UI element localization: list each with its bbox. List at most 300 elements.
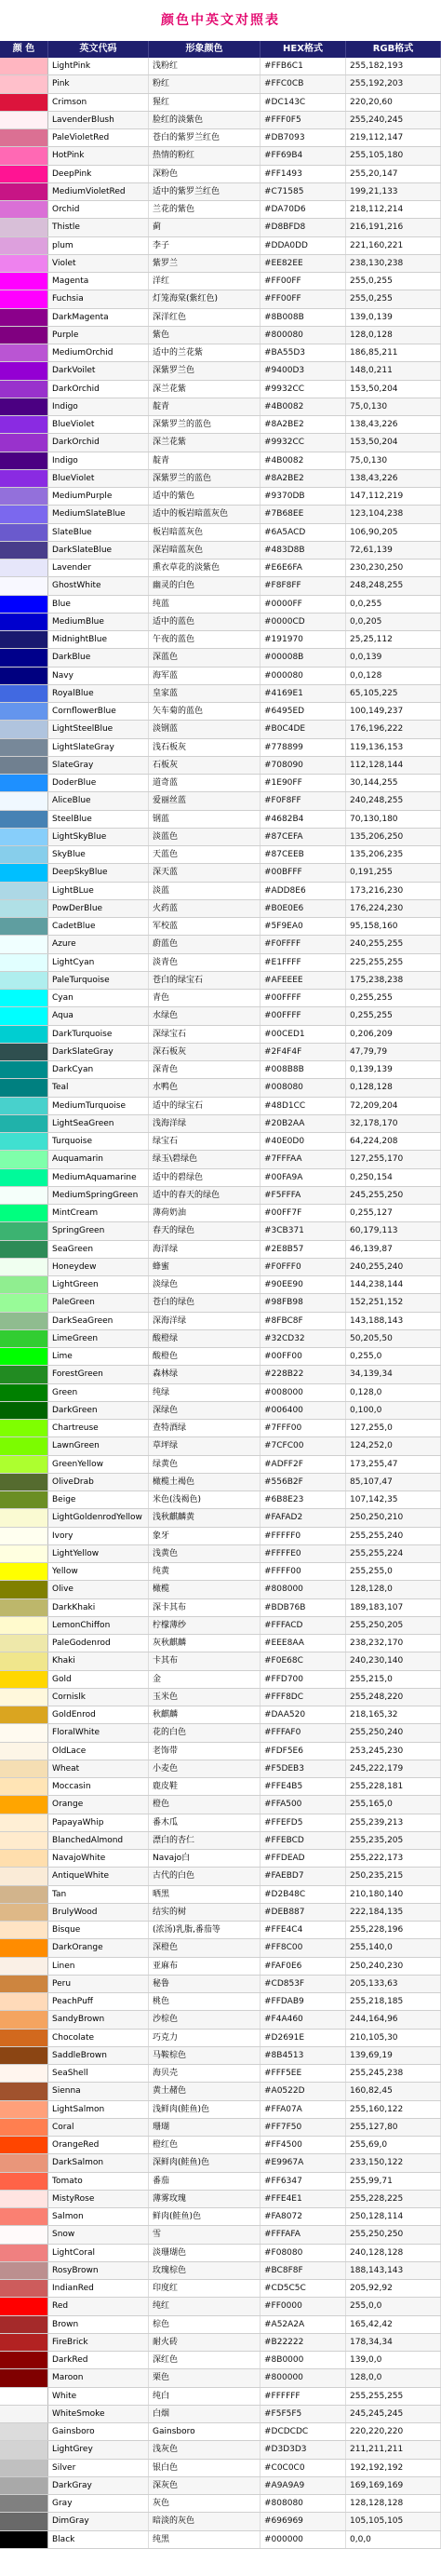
rgb-value: 127,255,0	[346, 1420, 441, 1436]
color-swatch	[0, 1061, 48, 1078]
color-swatch	[0, 1313, 48, 1329]
color-swatch	[0, 1743, 48, 1760]
hex-code: #483D8B	[261, 542, 346, 559]
table-row	[0, 1026, 441, 1044]
hex-code: #C71585	[261, 183, 346, 200]
english-code: DarkVoilet	[48, 362, 149, 379]
english-code: Indigo	[48, 452, 149, 469]
chinese-name: 适中的绿宝石	[149, 1098, 261, 1114]
english-code: DarkRed	[48, 2352, 149, 2368]
table-row	[0, 1528, 441, 1545]
english-code: BrulyWood	[48, 1904, 149, 1921]
english-code: Cornislk	[48, 1689, 149, 1706]
chinese-name: 薄荷奶油	[149, 1205, 261, 1221]
hex-code: #FFFAF0	[261, 1724, 346, 1741]
english-code: Moccasin	[48, 1778, 149, 1795]
rgb-value: 135,206,250	[346, 829, 441, 845]
chinese-name: (浓汤)乳脂,番茄等	[149, 1922, 261, 1938]
color-swatch	[0, 1187, 48, 1204]
chinese-name: 深天蓝	[149, 864, 261, 881]
hex-code: #9400D3	[261, 362, 346, 379]
rgb-value: 211,211,211	[346, 2441, 441, 2458]
table-row	[0, 1205, 441, 1222]
table-row	[0, 2226, 441, 2244]
table-row	[0, 58, 441, 75]
rgb-value: 255,99,71	[346, 2173, 441, 2190]
english-code: SeaShell	[48, 2065, 149, 2082]
hex-code: #EE82EE	[261, 255, 346, 272]
chinese-name: 浅黄色	[149, 1545, 261, 1562]
hex-code: #00FA9A	[261, 1169, 346, 1186]
chinese-name: 耐火砖	[149, 2334, 261, 2351]
table-row	[0, 811, 441, 829]
color-swatch	[0, 2423, 48, 2440]
rgb-value: 0,128,0	[346, 1384, 441, 1401]
chinese-name: 灰秋麒麟	[149, 1635, 261, 1652]
table-row	[0, 488, 441, 506]
hex-code: #B0E0E6	[261, 900, 346, 917]
hex-code: #00008B	[261, 649, 346, 666]
hex-code: #D8BFD8	[261, 219, 346, 236]
color-swatch	[0, 1922, 48, 1938]
hex-code: #FFFAFA	[261, 2226, 346, 2243]
chinese-name: 板岩暗蓝灰色	[149, 524, 261, 541]
color-swatch	[0, 94, 48, 111]
table-row	[0, 2388, 441, 2406]
hex-code: #FFEFD5	[261, 1814, 346, 1831]
color-swatch	[0, 183, 48, 200]
english-code: Teal	[48, 1079, 149, 1096]
table-row	[0, 1366, 441, 1383]
rgb-value: 210,180,140	[346, 1886, 441, 1903]
table-row	[0, 1348, 441, 1366]
table-row	[0, 1671, 441, 1689]
table-row	[0, 506, 441, 523]
hex-code: #9932CC	[261, 381, 346, 398]
english-code: FireBrick	[48, 2334, 149, 2351]
hex-code: #FAEBD7	[261, 1868, 346, 1884]
hex-code: #FFE4C4	[261, 1922, 346, 1938]
english-code: Pink	[48, 75, 149, 92]
english-code: PaleVioletRed	[48, 129, 149, 146]
table-row	[0, 2316, 441, 2334]
chinese-name: 军校蓝	[149, 918, 261, 935]
chinese-name: 淡钢蓝	[149, 721, 261, 737]
color-swatch	[0, 560, 48, 576]
english-code: LightSteelBlue	[48, 721, 149, 737]
english-code: Cyan	[48, 990, 149, 1006]
rgb-value: 255,239,213	[346, 1814, 441, 1831]
rgb-value: 176,196,222	[346, 721, 441, 737]
hex-code: #FFC0CB	[261, 75, 346, 92]
rgb-value: 152,251,152	[346, 1294, 441, 1311]
english-code: MediumSpringGreen	[48, 1187, 149, 1204]
color-swatch	[0, 2137, 48, 2153]
hex-code: #00FFFF	[261, 1007, 346, 1024]
hex-code: #CD5C5C	[261, 2280, 346, 2297]
color-swatch	[0, 1259, 48, 1275]
english-code: Sienna	[48, 2083, 149, 2099]
english-code: Ivory	[48, 1528, 149, 1544]
table-row	[0, 1743, 441, 1760]
hex-code: #2E8B57	[261, 1241, 346, 1258]
color-swatch	[0, 1796, 48, 1813]
rgb-value: 238,232,170	[346, 1635, 441, 1652]
table-row	[0, 846, 441, 864]
color-swatch	[0, 237, 48, 254]
color-swatch	[0, 2245, 48, 2261]
hex-code: #778899	[261, 739, 346, 756]
hex-code: #ADD8E6	[261, 883, 346, 899]
color-swatch	[0, 2083, 48, 2099]
english-code: SpringGreen	[48, 1222, 149, 1239]
chinese-name: 米色(浅褐色)	[149, 1491, 261, 1508]
table-row	[0, 309, 441, 327]
hex-code: #2F4F4F	[261, 1044, 346, 1060]
table-row	[0, 1850, 441, 1868]
table-row	[0, 166, 441, 183]
color-swatch	[0, 864, 48, 881]
chinese-name: 深鲜肉(鲑鱼)色	[149, 2154, 261, 2171]
chinese-name: 苍白的绿色	[149, 1294, 261, 1311]
english-code: LightSkyBlue	[48, 829, 149, 845]
table-row	[0, 631, 441, 649]
table-row	[0, 900, 441, 918]
color-swatch	[0, 362, 48, 379]
header-chinese-name: 形象颜色	[149, 41, 261, 58]
hex-code: #FFA07A	[261, 2101, 346, 2118]
english-code: BlanchedAlmond	[48, 1832, 149, 1849]
hex-code: #FAFAD2	[261, 1509, 346, 1526]
hex-code: #6495ED	[261, 703, 346, 720]
rgb-value: 255,250,240	[346, 1724, 441, 1741]
rgb-value: 222,184,135	[346, 1904, 441, 1921]
color-swatch	[0, 1652, 48, 1669]
rgb-value: 70,130,180	[346, 811, 441, 828]
english-code: Gray	[48, 2495, 149, 2512]
color-swatch	[0, 1222, 48, 1239]
table-row	[0, 1079, 441, 1097]
rgb-value: 64,224,208	[346, 1133, 441, 1150]
hex-code: #D2691E	[261, 2030, 346, 2046]
chinese-name: 蓟	[149, 219, 261, 236]
color-swatch	[0, 2388, 48, 2405]
english-code: Crimson	[48, 94, 149, 111]
color-swatch	[0, 129, 48, 146]
chinese-name: 金	[149, 1671, 261, 1688]
english-code: Aqua	[48, 1007, 149, 1024]
rgb-value: 199,21,133	[346, 183, 441, 200]
color-swatch	[0, 577, 48, 594]
chinese-name: 深兰花紫	[149, 434, 261, 451]
hex-code: #BA55D3	[261, 344, 346, 361]
english-code: GhostWhite	[48, 577, 149, 594]
hex-code: #FA8072	[261, 2208, 346, 2225]
table-row	[0, 2119, 441, 2137]
color-swatch	[0, 1402, 48, 1419]
rgb-value: 72,209,204	[346, 1098, 441, 1114]
english-code: ForestGreen	[48, 1366, 149, 1382]
english-code: FloralWhite	[48, 1724, 149, 1741]
hex-code: #A0522D	[261, 2083, 346, 2099]
hex-code: #FFFF00	[261, 1563, 346, 1580]
chinese-name: 蜂蜜	[149, 1259, 261, 1275]
table-row	[0, 1222, 441, 1240]
chinese-name: 浅秋麒麟黄	[149, 1509, 261, 1526]
color-swatch	[0, 685, 48, 702]
rgb-value: 160,82,45	[346, 2083, 441, 2099]
chinese-name: 深紫罗兰色	[149, 362, 261, 379]
color-swatch	[0, 1133, 48, 1150]
english-code: Maroon	[48, 2369, 149, 2386]
english-code: Wheat	[48, 1760, 149, 1777]
chinese-name: 橙色	[149, 1796, 261, 1813]
hex-code: #DC143C	[261, 94, 346, 111]
color-swatch	[0, 1617, 48, 1634]
english-code: LightSalmon	[48, 2101, 149, 2118]
rgb-value: 255,240,245	[346, 112, 441, 128]
hex-code: #FF00FF	[261, 273, 346, 290]
table-row	[0, 1098, 441, 1115]
english-code: Turquoise	[48, 1133, 149, 1150]
color-swatch	[0, 255, 48, 272]
rgb-value: 225,255,255	[346, 954, 441, 971]
rgb-value: 205,92,92	[346, 2280, 441, 2297]
english-code: Olive	[48, 1581, 149, 1598]
color-swatch	[0, 811, 48, 828]
table-row	[0, 1689, 441, 1706]
table-row	[0, 1922, 441, 1939]
english-code: Tomato	[48, 2173, 149, 2190]
rgb-value: 245,245,245	[346, 2406, 441, 2422]
hex-code: #48D1CC	[261, 1098, 346, 1114]
hex-code: #8A2BE2	[261, 470, 346, 487]
rgb-value: 250,240,230	[346, 1958, 441, 1975]
chinese-name: 小麦色	[149, 1760, 261, 1777]
color-swatch	[0, 309, 48, 326]
color-swatch	[0, 990, 48, 1006]
color-swatch	[0, 2406, 48, 2422]
hex-code: #FF69B4	[261, 147, 346, 164]
hex-code: #000080	[261, 668, 346, 684]
chinese-name: 酸橙色	[149, 1348, 261, 1365]
english-code: Bisque	[48, 1922, 149, 1938]
english-code: Khaki	[48, 1652, 149, 1669]
color-swatch	[0, 219, 48, 236]
english-code: MidnightBlue	[48, 631, 149, 648]
chinese-name: 纯绿	[149, 1384, 261, 1401]
table-row	[0, 1617, 441, 1635]
chinese-name: 深石板灰	[149, 1044, 261, 1060]
english-code: BlueViolet	[48, 470, 149, 487]
color-swatch	[0, 1724, 48, 1741]
color-swatch	[0, 1491, 48, 1508]
hex-code: #FFA500	[261, 1796, 346, 1813]
table-row	[0, 649, 441, 667]
hex-code: #00CED1	[261, 1026, 346, 1043]
table-row	[0, 1420, 441, 1437]
chinese-name: 深红色	[149, 2352, 261, 2368]
rgb-value: 47,79,79	[346, 1044, 441, 1060]
rgb-value: 250,235,215	[346, 1868, 441, 1884]
hex-code: #87CEEB	[261, 846, 346, 863]
table-row	[0, 2083, 441, 2100]
hex-code: #F5F5F5	[261, 2406, 346, 2422]
hex-code: #BDB76B	[261, 1599, 346, 1616]
hex-code: #8B0000	[261, 2352, 346, 2368]
english-code: DarkOrchid	[48, 381, 149, 398]
english-code: Yellow	[48, 1563, 149, 1580]
color-swatch	[0, 2441, 48, 2458]
rgb-value: 0,0,205	[346, 614, 441, 630]
rgb-value: 240,128,128	[346, 2245, 441, 2261]
color-swatch	[0, 2316, 48, 2333]
color-swatch	[0, 2119, 48, 2136]
color-swatch	[0, 1886, 48, 1903]
english-code: LightBLue	[48, 883, 149, 899]
hex-code: #228B22	[261, 1366, 346, 1382]
table-row	[0, 560, 441, 577]
table-row	[0, 2065, 441, 2083]
table-row	[0, 1904, 441, 1922]
color-swatch	[0, 1939, 48, 1956]
color-swatch	[0, 1366, 48, 1382]
hex-code: #4B0082	[261, 398, 346, 415]
table-row	[0, 452, 441, 470]
table-row	[0, 237, 441, 255]
hex-code: #7B68EE	[261, 506, 346, 522]
table-row	[0, 990, 441, 1007]
rgb-value: 25,25,112	[346, 631, 441, 648]
hex-code: #AFEEEE	[261, 972, 346, 989]
table-row	[0, 219, 441, 236]
english-code: CadetBlue	[48, 918, 149, 935]
hex-code: #DA70D6	[261, 201, 346, 218]
color-swatch	[0, 1850, 48, 1867]
color-swatch	[0, 1509, 48, 1526]
table-row	[0, 416, 441, 434]
rgb-value: 240,248,255	[346, 792, 441, 809]
rgb-value: 230,230,250	[346, 560, 441, 576]
rgb-value: 173,216,230	[346, 883, 441, 899]
rgb-value: 255,140,0	[346, 1939, 441, 1956]
chinese-name: 马鞍棕色	[149, 2047, 261, 2064]
hex-code: #F4A460	[261, 2011, 346, 2028]
english-code: DarkSalmon	[48, 2154, 149, 2171]
english-code: LightCyan	[48, 954, 149, 971]
color-swatch	[0, 1098, 48, 1114]
english-code: SteelBlue	[48, 811, 149, 828]
hex-code: #DEB887	[261, 1904, 346, 1921]
table-row	[0, 918, 441, 936]
chinese-name: 花的白色	[149, 1724, 261, 1741]
color-swatch	[0, 273, 48, 290]
table-row	[0, 2352, 441, 2369]
color-swatch	[0, 416, 48, 433]
chinese-name: 橄榄土褐色	[149, 1474, 261, 1490]
hex-code: #F0FFFF	[261, 936, 346, 952]
english-code: Navy	[48, 668, 149, 684]
chinese-name: 适中的紫色	[149, 488, 261, 505]
english-code: DarkTurquoise	[48, 1026, 149, 1043]
hex-code: #5F9EA0	[261, 918, 346, 935]
table-row	[0, 1778, 441, 1796]
english-code: Red	[48, 2298, 149, 2314]
chinese-name: 苍白的绿宝石	[149, 972, 261, 989]
rgb-value: 128,0,128	[346, 327, 441, 344]
rgb-value: 255,182,193	[346, 58, 441, 74]
color-swatch	[0, 75, 48, 92]
english-code: MediumPurple	[48, 488, 149, 505]
chinese-name: 石板灰	[149, 757, 261, 774]
chinese-name: 适中的兰花紫	[149, 344, 261, 361]
chinese-name: 雪	[149, 2226, 261, 2243]
chinese-name: 兰花的紫色	[149, 201, 261, 218]
table-row	[0, 1115, 441, 1133]
table-row	[0, 757, 441, 775]
chinese-name: 纯红	[149, 2298, 261, 2314]
table-row	[0, 362, 441, 380]
table-row	[0, 2137, 441, 2154]
rgb-value: 34,139,34	[346, 1366, 441, 1382]
english-code: MediumSlateBlue	[48, 506, 149, 522]
chinese-name: 秋麒麟	[149, 1706, 261, 1723]
english-code: Snow	[48, 2226, 149, 2243]
chinese-name: 酸橙绿	[149, 1330, 261, 1347]
english-code: MediumOrchid	[48, 344, 149, 361]
rgb-value: 218,165,32	[346, 1706, 441, 1723]
hex-code: #E6E6FA	[261, 560, 346, 576]
color-swatch	[0, 668, 48, 684]
hex-code: #ADFF2F	[261, 1456, 346, 1473]
table-row	[0, 1276, 441, 1294]
rgb-value: 85,107,47	[346, 1474, 441, 1490]
table-row	[0, 1402, 441, 1420]
chinese-name: 浅石板灰	[149, 739, 261, 756]
table-row	[0, 1133, 441, 1151]
chinese-name: 沙棕色	[149, 2011, 261, 2028]
chinese-name: 海洋绿	[149, 1241, 261, 1258]
table-row	[0, 739, 441, 757]
rgb-value: 153,50,204	[346, 381, 441, 398]
hex-code: #BC8F8F	[261, 2262, 346, 2279]
hex-code: #8B008B	[261, 309, 346, 326]
rgb-value: 0,0,139	[346, 649, 441, 666]
hex-code: #FFD700	[261, 1671, 346, 1688]
table-row	[0, 829, 441, 846]
hex-code: #F5FFFA	[261, 1187, 346, 1204]
english-code: LightYellow	[48, 1545, 149, 1562]
color-swatch	[0, 398, 48, 415]
english-code: Blue	[48, 596, 149, 613]
chinese-name: 查特酒绿	[149, 1420, 261, 1436]
rgb-value: 169,169,169	[346, 2477, 441, 2494]
rgb-value: 0,255,127	[346, 1205, 441, 1221]
english-code: Azure	[48, 936, 149, 952]
color-swatch	[0, 1958, 48, 1975]
rgb-value: 253,245,230	[346, 1743, 441, 1760]
header-english-code: 英文代码	[48, 41, 149, 58]
english-code: LightGoldenrodYellow	[48, 1509, 149, 1526]
chinese-name: 纯蓝	[149, 596, 261, 613]
color-swatch	[0, 542, 48, 559]
chinese-name: 珊瑚	[149, 2119, 261, 2136]
rgb-value: 119,136,153	[346, 739, 441, 756]
table-row	[0, 954, 441, 972]
table-row	[0, 1581, 441, 1598]
hex-code: #FFF5EE	[261, 2065, 346, 2082]
english-code: OrangeRed	[48, 2137, 149, 2153]
